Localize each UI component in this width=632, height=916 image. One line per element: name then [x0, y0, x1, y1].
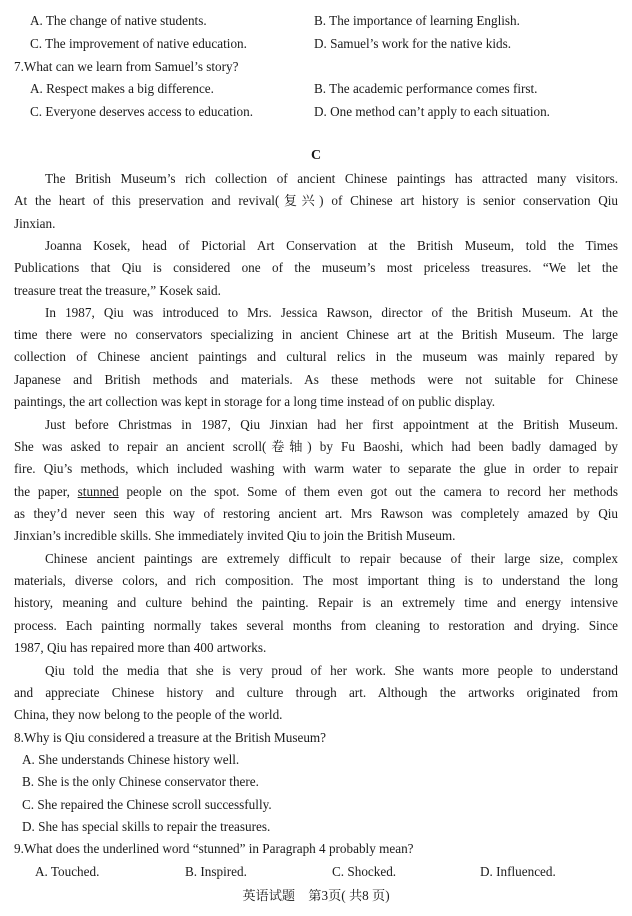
q7-option-c: C. Everyone deserves access to education. [30, 104, 254, 119]
passage-line: fire. Qiu’s methods, which included washing with warm water to separate the glue in order to repair [14, 461, 618, 476]
line-suffix: people on the spot. Some of them even got out the camera to record her methods [118, 484, 619, 499]
passage-line: and appreciate Chinese history and culture through art. Although the artworks originated from [14, 685, 618, 700]
passage-line: collection of Chinese ancient paintings and cultural relics in the museum was mainly repared by [14, 349, 618, 364]
passage-line: At the heart of this preservation and revival(复兴) of Chinese art history is senior conservation Qiu [14, 193, 618, 208]
passage-line: Jinxian’s incredible skills. She immediately invited Qiu to join the British Museum. [14, 528, 456, 543]
passage-line: Japanese and British methods and materials. As these methods were not suitable for Chinese [14, 372, 618, 387]
q6-option-b: B. The importance of learning English. [314, 13, 520, 28]
passage-line: process. Each painting normally takes several months from cleaning to restoration and drying. Since [14, 618, 618, 633]
q8-option-b: B. She is the only Chinese conservator there. [22, 774, 259, 789]
passage-line: materials, diverse colors, and rich composition. The most important thing is to understand the long [14, 573, 618, 588]
passage-heading: C [310, 148, 322, 163]
q9-stem: 9.What does the underlined word “stunned” in Paragraph 4 probably mean? [14, 841, 414, 856]
q9-option-b: B. Inspired. [185, 864, 247, 879]
q6-option-a: A. The change of native students. [30, 13, 207, 28]
q8-option-d: D. She has special skills to repair the treasures. [22, 819, 271, 834]
passage-line: Joanna Kosek, head of Pictorial Art Conservation at the British Museum, told the Times [45, 238, 618, 253]
q6-option-c: C. The improvement of native education. [30, 36, 247, 51]
passage-line: Qiu told the media that she is very proud of her work. She wants more people to understand [45, 663, 618, 678]
q7-stem: 7.What can we learn from Samuel’s story? [14, 59, 239, 74]
passage-line: as they’d never seen this way of restoring ancient art. Mrs Rawson was completely amazed by Qiu [14, 506, 618, 521]
passage-line: In 1987, Qiu was introduced to Mrs. Jessica Rawson, director of the British Museum. At the [45, 305, 618, 320]
page-footer: 英语试题 第3页( 共8 页) [242, 888, 390, 903]
passage-line: history, meaning and culture behind the painting. Repair is an extremely time and energy intensive [14, 595, 618, 610]
underlined-word-stunned: stunned [77, 484, 119, 499]
passage-line: time there were no conservators specializing in ancient Chinese art at the British Museum. The large [14, 327, 618, 342]
q9-option-d: D. Influenced. [480, 864, 556, 879]
passage-line: treasure treat the treasure,” Kosek said. [14, 283, 221, 298]
passage-line: She was asked to repair an ancient scroll(卷轴) by Fu Baoshi, which had been badly damaged by [14, 439, 618, 454]
q8-option-a: A. She understands Chinese history well. [22, 752, 240, 767]
passage-line: paintings, the art collection was kept in storage for a long time instead of on public display. [14, 394, 496, 409]
passage-line: Jinxian. [14, 216, 56, 231]
passage-line: Just before Christmas in 1987, Qiu Jinxian had her first appointment at the British Museum. [45, 417, 618, 432]
q7-option-a: A. Respect makes a big difference. [30, 81, 214, 96]
passage-line: 1987, Qiu has repaired more than 400 artworks. [14, 640, 267, 655]
q7-option-b: B. The academic performance comes first. [314, 81, 538, 96]
passage-line: Chinese ancient paintings are extremely difficult to repair because of their large size, complex [45, 551, 618, 566]
passage-line: The British Museum’s rich collection of ancient Chinese paintings has attracted many visitors. [45, 171, 618, 186]
passage-line: Publications that Qiu is considered one of the museum’s most priceless treasures. “We let the [14, 260, 618, 275]
q9-option-c: C. Shocked. [332, 864, 397, 879]
passage-line-stunned [14, 481, 618, 503]
q8-stem: 8.Why is Qiu considered a treasure at the British Museum? [14, 730, 327, 745]
q7-option-d: D. One method can’t apply to each situation. [314, 104, 550, 119]
q9-option-a: A. Touched. [35, 864, 100, 879]
line-prefix: the paper, [14, 484, 78, 499]
q6-option-d: D. Samuel’s work for the native kids. [314, 36, 512, 51]
passage-line: China, they now belong to the people of the world. [14, 707, 283, 722]
q8-option-c: C. She repaired the Chinese scroll successfully. [22, 797, 272, 812]
